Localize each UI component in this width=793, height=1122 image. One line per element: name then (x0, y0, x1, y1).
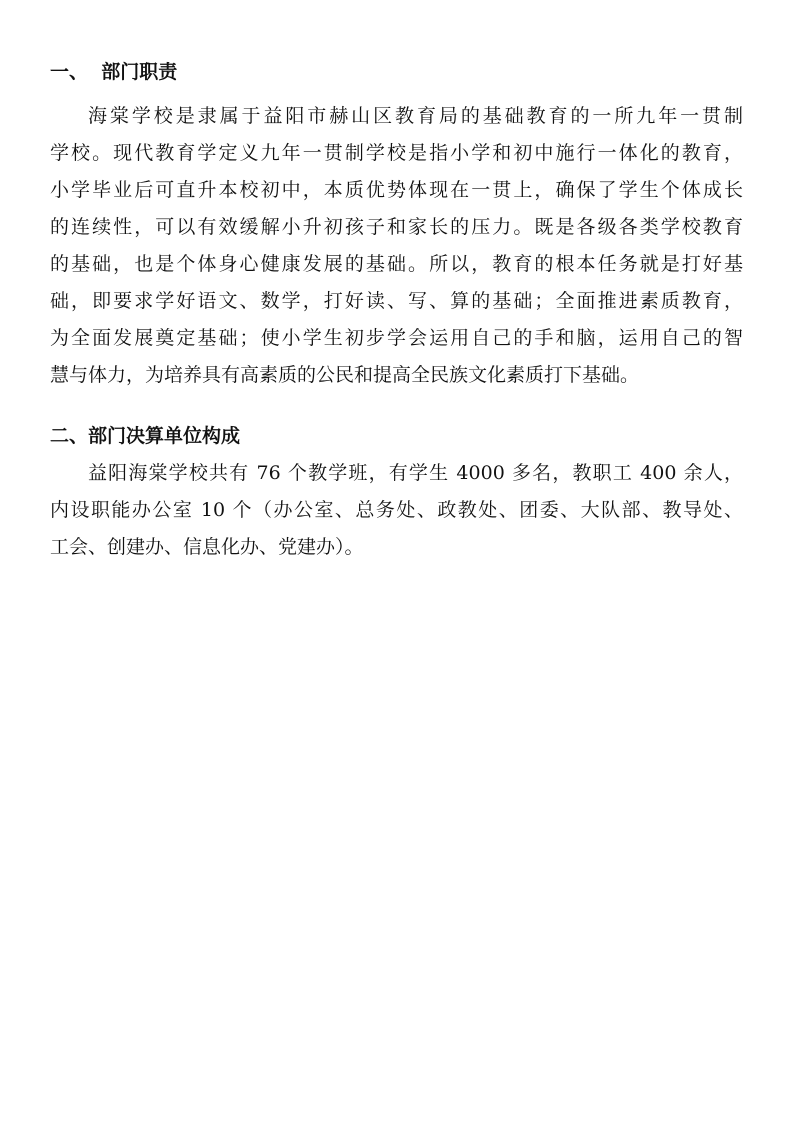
paragraph-line: 内设职能办公室 10 个（办公室、总务处、政教处、团委、大队部、教导处、 (50, 499, 743, 521)
paragraph-line: 的连续性，可以有效缓解小升初孩子和家长的压力。既是各级各类学校教育 (50, 216, 743, 238)
paragraph-line: 的基础，也是个体身心健康发展的基础。所以，教育的根本任务就是打好基 (50, 253, 743, 275)
paragraph-line: 工会、创建办、信息化办、党建办）。 (50, 536, 364, 558)
paragraph-line: 础，即要求学好语文、数学，打好读、写、算的基础；全面推进素质教育， (50, 290, 743, 312)
paragraph-line: 海棠学校是隶属于益阳市赫山区教育局的基础教育的一所九年一贯制 (88, 105, 743, 127)
section-heading-budget-units: 二、部门决算单位构成 (50, 425, 241, 447)
paragraph-line: 益阳海棠学校共有 76 个教学班，有学生 4000 多名，教职工 400 余人， (88, 462, 743, 484)
paragraph-line: 为全面发展奠定基础；使小学生初步学会运用自己的手和脑，运用自己的智 (50, 327, 743, 349)
paragraph-line: 小学毕业后可直升本校初中，本质优势体现在一贯上，确保了学生个体成长 (50, 179, 743, 201)
paragraph-line: 慧与体力，为培养具有高素质的公民和提高全民族文化素质打下基础。 (50, 364, 640, 386)
section-heading-department-duties: 一、 部门职责 (50, 61, 178, 83)
paragraph-line: 学校。现代教育学定义九年一贯制学校是指小学和初中施行一体化的教育， (50, 142, 743, 164)
